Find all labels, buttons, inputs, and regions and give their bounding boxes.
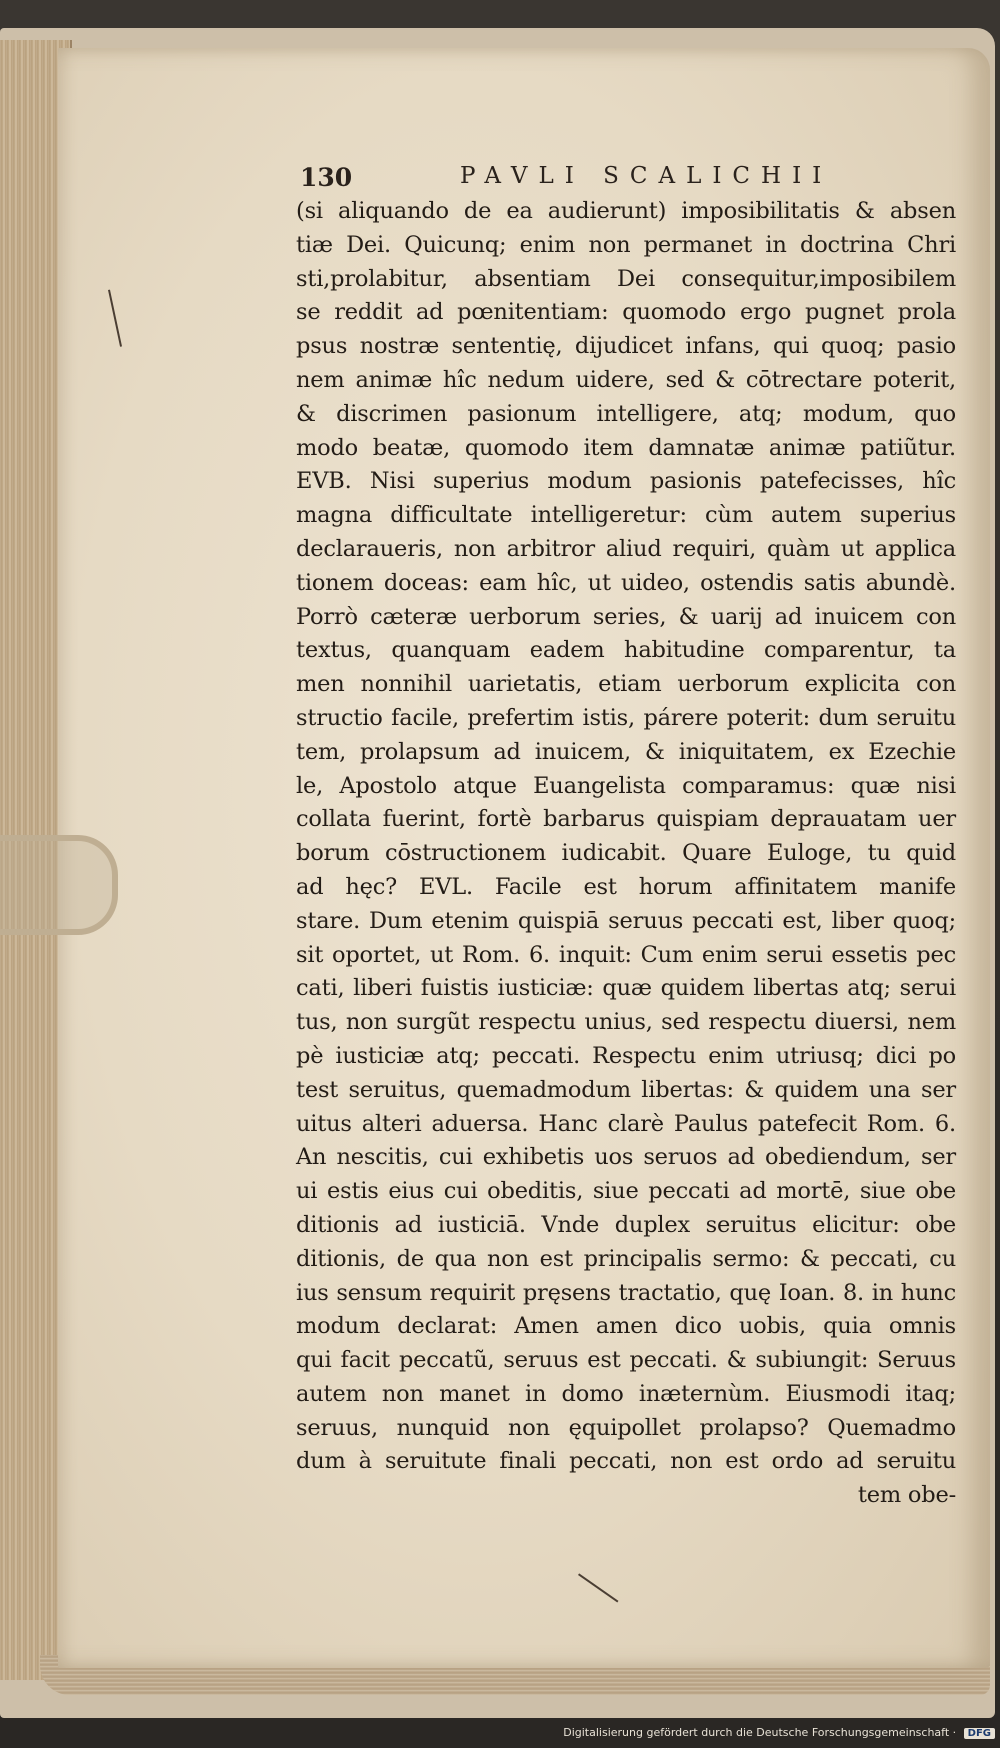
text-line: EVB. Nisi superius modum pasionis patefecisses, hîc: [296, 468, 956, 495]
text-line: nem animæ hîc nedum uidere, sed & cōtrectare poterit,: [296, 366, 956, 393]
credit-text: Digitalisierung gefördert durch die Deutsche Forschungsgemeinschaft ·: [563, 1726, 957, 1739]
text-line: collata fuerint, fortè barbarus quispiam deprauatam uer: [296, 806, 956, 833]
catchword: tem obe-: [857, 1482, 956, 1509]
text-line: men nonnihil uarietatis, etiam uerborum explicita con: [296, 671, 956, 698]
book-clasp: [0, 835, 118, 935]
text-line: pè iusticiæ atq; peccati. Respectu enim utriusq; dici po: [296, 1042, 956, 1069]
text-line: tem, prolapsum ad inuicem, & iniquitatem, ex Ezechie: [296, 738, 956, 765]
text-line: tiæ Dei. Quicunq; enim non permanet in doctrina Chri: [296, 231, 956, 258]
text-line: psus nostræ sententię, dijudicet infans, qui quoq; pasio: [296, 333, 956, 360]
text-line: uitus alteri aduersa. Hanc clarè Paulus patefecit Rom. 6.: [296, 1110, 956, 1137]
text-line: (si aliquando de ea audierunt) imposibilitatis & absen: [296, 198, 956, 224]
text-line: se reddit ad pœnitentiam: quomodo ergo pugnet prola: [296, 299, 956, 326]
body-text: [296, 195, 956, 1513]
digitization-credit: [560, 1726, 995, 1744]
text-line: declaraueris, non arbitror aliud requiri, quàm ut applica: [296, 535, 956, 562]
text-line: cati, liberi fuistis iusticiæ: quæ quidem libertas atq; serui: [296, 975, 956, 1002]
text-line: stare. Dum etenim quispiā seruus peccati est, liber quoq;: [296, 907, 956, 934]
folio-number: 130: [300, 163, 353, 192]
dfg-logo: DFG: [964, 1728, 995, 1739]
text-line: borum cōstructionem iudicabit. Quare Euloge, tu quid: [296, 840, 956, 867]
page-header: [300, 163, 950, 193]
text-line: tus, non surgũt respectu unius, sed respectu diuersi, nem: [296, 1009, 956, 1036]
text-line: qui facit peccatũ, seruus est peccati. & subiungit: Seruus: [296, 1347, 956, 1374]
text-line: dum à seruitute finali peccati, non est ordo ad seruitu: [296, 1448, 956, 1475]
text-line: ius sensum requirit pręsens tractatio, quę Ioan. 8. in hunc: [296, 1279, 956, 1306]
text-line: magna difficultate intelligeretur: cùm autem superius: [296, 502, 956, 529]
text-line: structio facile, prefertim istis, párere poterit: dum seruitu: [296, 704, 956, 731]
text-line: Porrò cæteræ uerborum series, & uarij ad inuicem con: [296, 603, 956, 630]
text-line: tionem doceas: eam hîc, ut uideo, ostendis satis abundè.: [296, 569, 956, 596]
text-line: sit oportet, ut Rom. 6. inquit: Cum enim serui essetis pec: [296, 941, 956, 968]
text-line: le, Apostolo atque Euangelista comparamus: quæ nisi: [296, 772, 956, 799]
text-line: test seruitus, quemadmodum libertas: & quidem una ser: [296, 1076, 956, 1103]
text-line: seruus, nunquid non ęquipollet prolapso? Quemadmo: [296, 1414, 956, 1441]
text-line: modo beatæ, quomodo item damnatæ animæ patiũtur.: [296, 434, 956, 461]
text-line: An nescitis, cui exhibetis uos seruos ad obediendum, ser: [296, 1144, 956, 1171]
text-line: ad hęc? EVL. Facile est horum affinitatem manife: [296, 873, 956, 900]
text-line: textus, quanquam eadem habitudine comparentur, ta: [296, 637, 956, 664]
text-line: ditionis, de qua non est principalis sermo: & peccati, cu: [296, 1245, 956, 1272]
text-line: autem non manet in domo inæternùm. Eiusmodi itaq;: [296, 1380, 956, 1407]
text-line: & discrimen pasionum intelligere, atq; modum, quo: [296, 400, 956, 427]
text-line: ui estis eius cui obeditis, siue peccati ad mortē, siue obe: [296, 1178, 956, 1205]
text-line: modum declarat: Amen amen dico uobis, quia omnis: [296, 1313, 956, 1340]
text-line: ditionis ad iusticiā. Vnde duplex seruitus elicitur: obe: [296, 1211, 956, 1238]
text-line: sti,prolabitur, absentiam Dei consequitur,imposibilem: [296, 265, 956, 292]
running-head: PAVLI SCALICHII: [460, 163, 833, 189]
